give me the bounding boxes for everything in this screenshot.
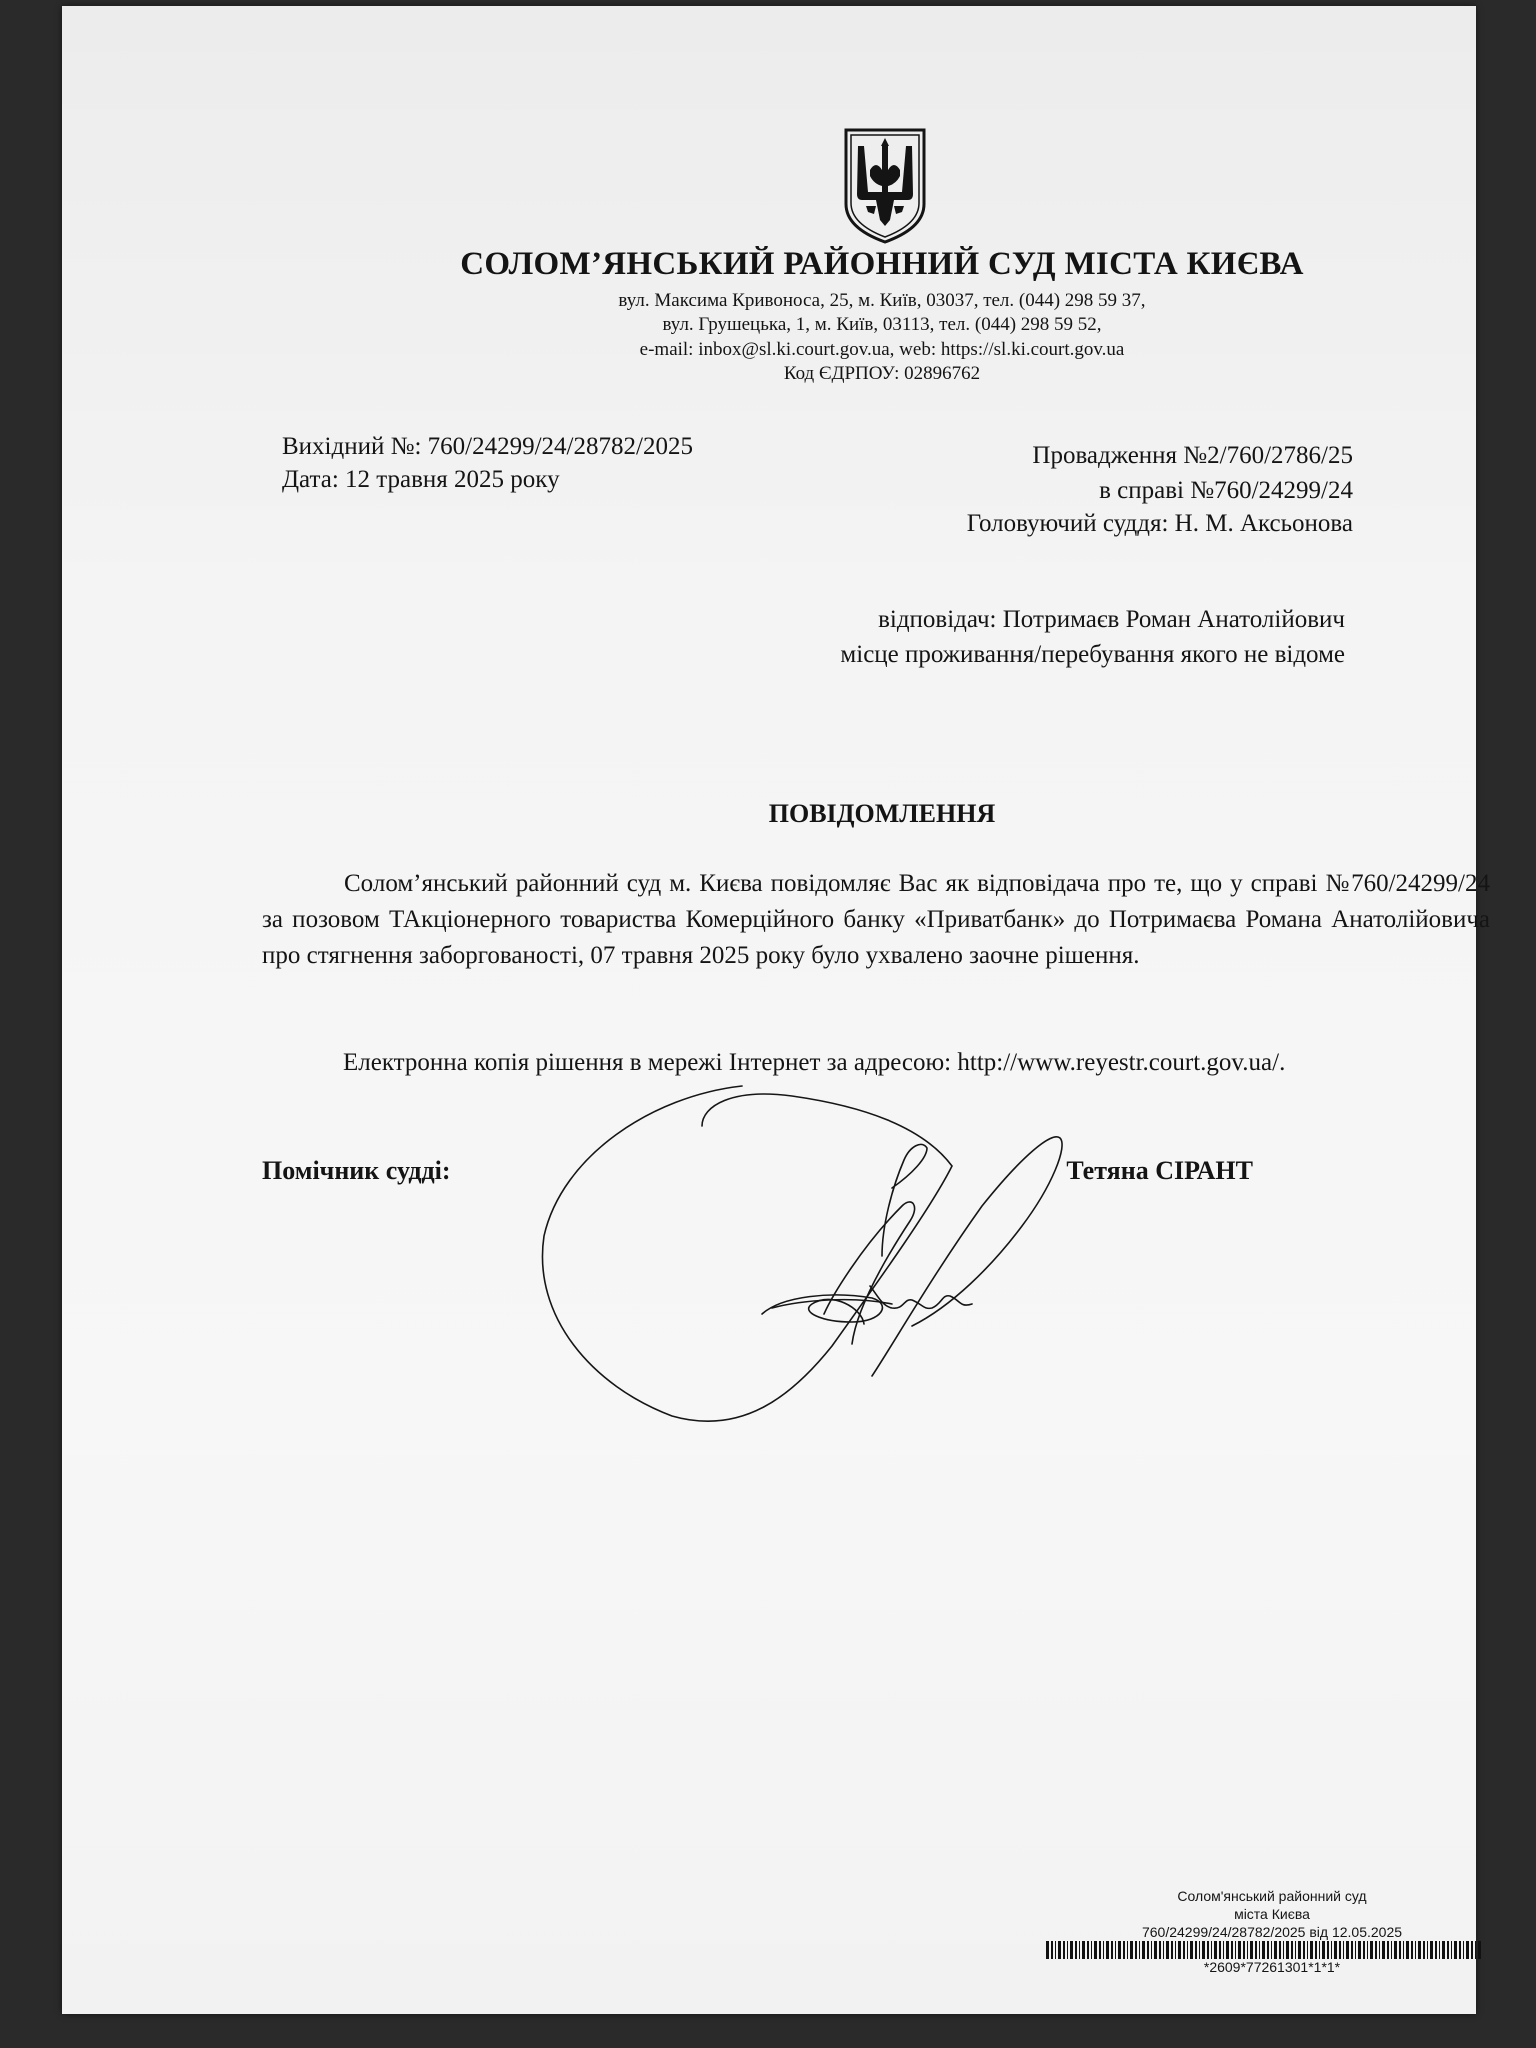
handwritten-signature — [532, 1076, 1152, 1436]
barcode — [1046, 1941, 1484, 1959]
respondent-residence: місце проживання/перебування якого не відоме — [840, 641, 1345, 668]
barcode-number: *2609*77261301*1*1* — [1203, 1959, 1341, 1975]
court-address-1: вул. Максима Кривоноса, 25, м. Київ, 03037, тел. (044) 298 59 37, — [618, 290, 1146, 311]
court-contacts: e-mail: inbox@sl.ki.court.gov.ua, web: https://sl.ki.court.gov.ua — [639, 339, 1125, 360]
outgoing-number: Вихідний №: 760/24299/24/28782/2025 — [282, 433, 693, 460]
electronic-copy-line: Електронна копія рішення в мережі Інтернет за адресою: http://www.reyestr.court.gov.ua/. — [343, 1049, 1286, 1076]
signatory-name: Тетяна СІРАНТ — [1066, 1156, 1253, 1185]
trident-emblem-icon — [840, 126, 930, 246]
stamp-city: міста Києва — [1234, 1906, 1310, 1922]
court-name: СОЛОМ’ЯНСЬКИЙ РАЙОННИЙ СУД МІСТА КИЄВА — [460, 246, 1304, 282]
court-edrpou: Код ЄДРПОУ: 02896762 — [783, 363, 981, 384]
notice-title: ПОВІДОМЛЕННЯ — [768, 799, 996, 828]
presiding-judge: Головуючий суддя: Н. М. Аксьонова — [966, 510, 1353, 537]
document-date: Дата: 12 травня 2025 року — [282, 466, 560, 493]
proceeding-number: Провадження №2/760/2786/25 — [1032, 442, 1353, 469]
respondent-name: відповідач: Потримаєв Роман Анатолійович — [878, 606, 1345, 633]
stamp-reference: 760/24299/24/28782/2025 від 12.05.2025 — [1141, 1924, 1403, 1940]
signatory-role: Помічник судді: — [262, 1156, 451, 1185]
court-address-2: вул. Грушецька, 1, м. Київ, 03113, тел. (044) 298 59 52, — [662, 314, 1102, 335]
notice-body: Солом’янський районний суд м. Києва повідомляє Вас як відповідача про те, що у справі №760/24299/24 за позовом ТАкціонерного товариства Комерційного банку «Приватбанк» до Потримаєва Романа Анатолійовича про стягнення заборгованості, 07 травня 2025 року було ухвалено заочне рішення. — [262, 870, 1490, 969]
case-number: в справі №760/24299/24 — [1099, 477, 1353, 504]
document-page — [62, 6, 1490, 2014]
stamp-court-name: Солом'янський районний суд — [1177, 1888, 1367, 1904]
